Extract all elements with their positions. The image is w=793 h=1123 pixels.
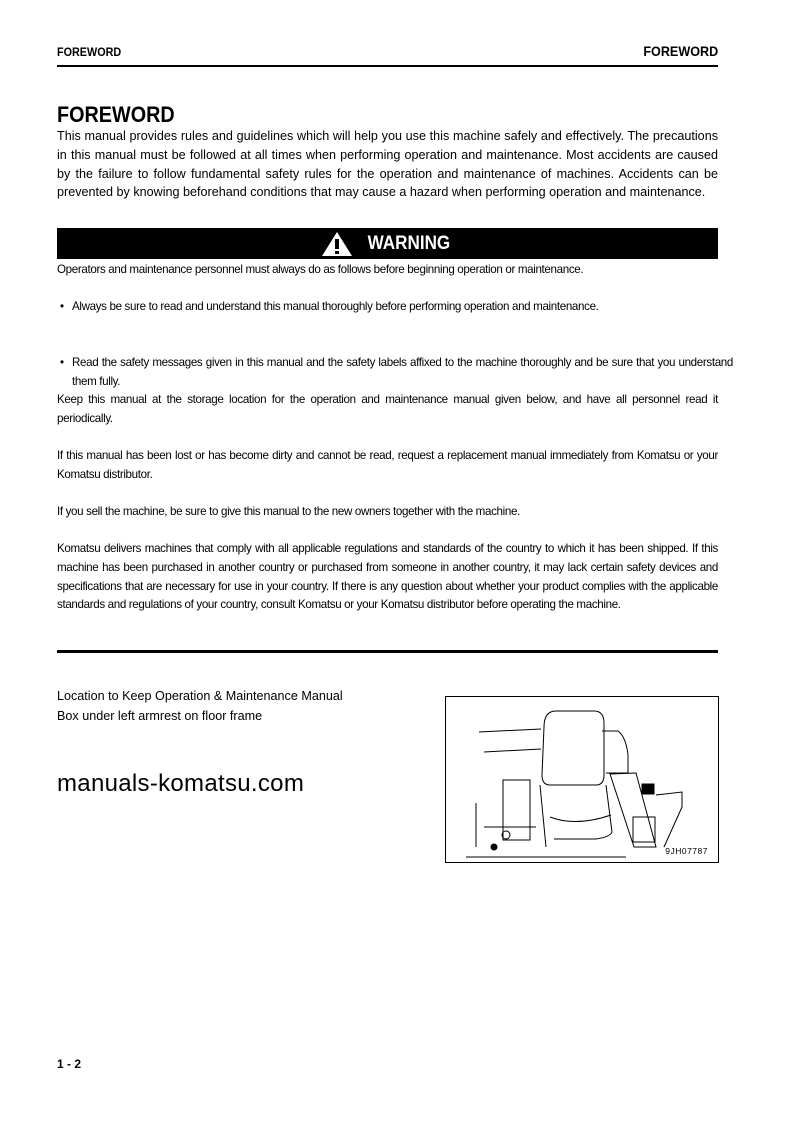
watermark: manuals-komatsu.com [57,770,305,797]
warning-paragraph: Keep this manual at the storage location for the operation and maintenance manual given below, and have all personnel read it periodically. [57,393,718,425]
warning-paragraph: If this manual has been lost or has become dirty and cannot be read, request a replacement manual immediately from Komatsu or your Komatsu distributor. [57,449,718,481]
page-title: FOREWORD [57,102,175,127]
figure-code: 9JH07787 [665,846,708,856]
warning-lead: Operators and maintenance personnel must always do as follows before beginning operation or maintenance. [57,263,584,276]
header-rule [57,65,718,67]
header-right: FOREWORD [643,43,718,59]
location-title: Location to Keep Operation & Maintenance Manual [57,689,343,703]
storage-location [57,687,343,726]
warning-banner [57,228,718,259]
page-number: 1 - 2 [57,1057,82,1071]
intro-paragraph: This manual provides rules and guidelines which will help you use this machine safely and effectively. The precautions in this manual must be followed at all times when performing operation and maintenance. Most accidents are caused by the failure to follow fundamental safety rules for the operation and maintenance of machines. Accidents can be prevented by knowing beforehand conditions that may cause a hazard when performing operation and maintenance. [57,129,718,200]
warning-triangle-icon [321,231,353,257]
warning-label: WARNING [367,232,450,254]
seat-illustration [445,696,719,863]
warning-bullet: • Always be sure to read and understand this manual thoroughly before performing operation and maintenance. [57,298,733,317]
header-left: FOREWORD [57,45,122,59]
warning-bullet: • Read the safety messages given in this manual and the safety labels affixed to the machine thoroughly and be sure that you understand them fully. [57,354,733,392]
warning-paragraph: If you sell the machine, be sure to give this manual to the new owners together with the machine. [57,505,520,518]
section-rule [57,650,718,653]
warning-paragraph: Komatsu delivers machines that comply with all applicable regulations and standards of the country to which it has been shipped. If this machine has been purchased in another country or purchased from someone in another country, it may lack certain safety devices and specifications that are necessary for use in your country. If there is any question about whether your product complies with the applicable standards and regulations of your country, consult Komatsu or your Komatsu distributor before operating the machine. [57,542,718,612]
operator-seat-drawing [446,697,718,862]
location-detail: Box under left armrest on floor frame [57,708,263,723]
